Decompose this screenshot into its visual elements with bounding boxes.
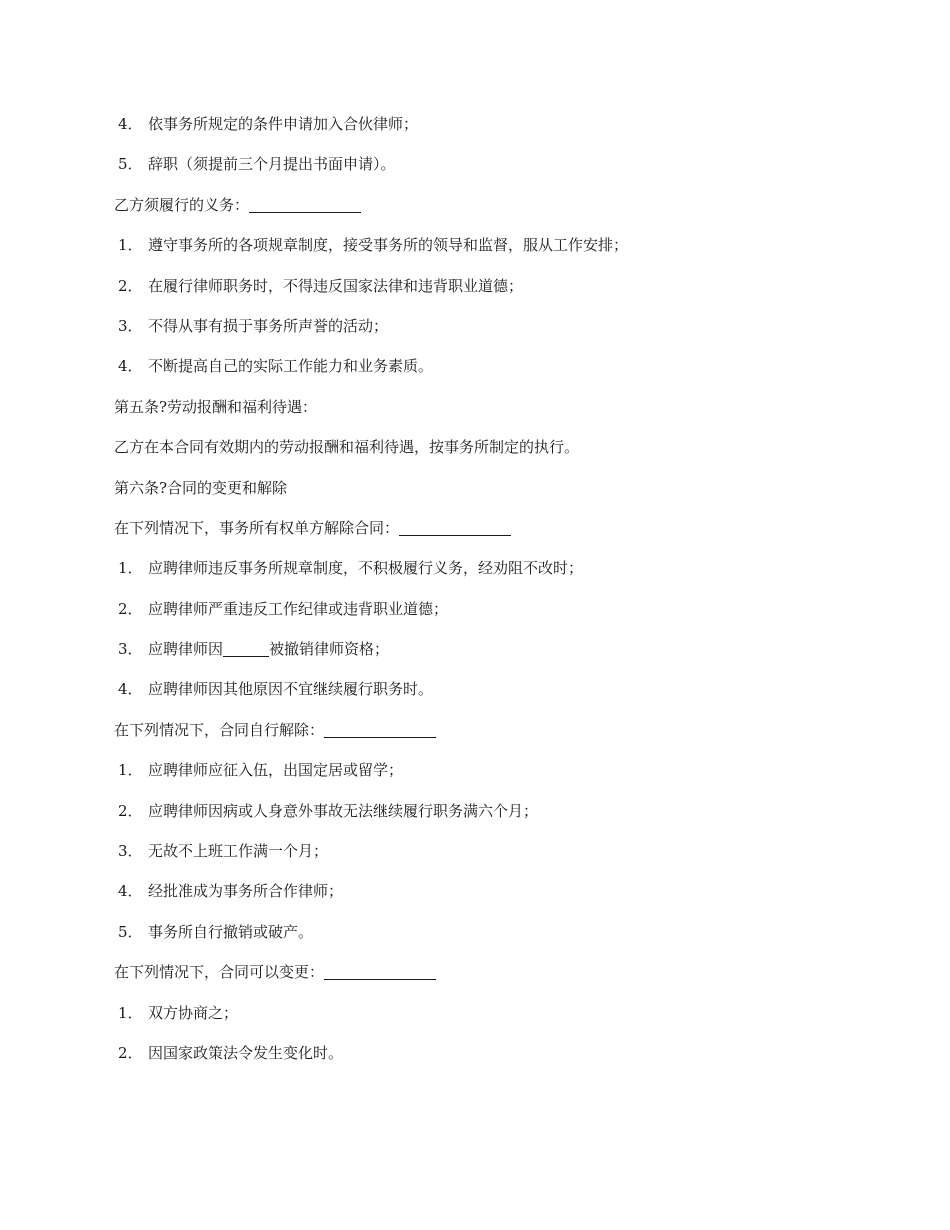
heading-text: 在下列情况下，合同可以变更： [114, 963, 325, 982]
list-item [114, 756, 914, 796]
item-number: 2． [118, 599, 143, 618]
list-item [114, 999, 914, 1039]
item-text: 不断提高自己的实际工作能力和业务素质。 [148, 357, 434, 376]
contract-text [114, 110, 914, 1079]
item-number: 4． [118, 357, 143, 376]
item-number: 1． [118, 236, 143, 255]
list-item [114, 918, 914, 958]
paragraph: 乙方在本合同有效期内的劳动报酬和福利待遇，按事务所制定的执行。 [114, 438, 580, 457]
list-item [114, 797, 914, 837]
item-text: 不得从事有损于事务所声誉的活动； [148, 316, 389, 335]
item-number: 4． [118, 115, 143, 133]
item-text: 应聘律师严重违反工作纪律或违背职业道德； [148, 599, 449, 618]
heading-text: 在下列情况下，合同自行解除： [114, 720, 325, 739]
item-number: 5． [118, 922, 143, 941]
item-text: 应聘律师因病或人身意外事故无法继续履行职务满六个月； [148, 801, 539, 820]
item-number: 2． [118, 276, 143, 295]
item-number: 3． [118, 640, 143, 659]
fill-in-blank [324, 961, 436, 980]
fill-in-blank [399, 517, 511, 536]
list-item [114, 352, 914, 392]
list-item [114, 312, 914, 352]
item-number: 2． [118, 1043, 143, 1062]
list-item [114, 231, 914, 271]
item-number: 4． [118, 882, 143, 901]
article-five-heading: 第五条?劳动报酬和福利待遇： [114, 397, 318, 416]
list-item [114, 150, 914, 190]
item-number: 4． [118, 680, 143, 699]
fill-in-blank [324, 719, 436, 738]
item-text: 遵守事务所的各项规章制度，接受事务所的领导和监督，服从工作安排； [148, 236, 629, 255]
item-text: 应聘律师因其他原因不宜继续履行职务时。 [148, 680, 434, 699]
heading-text: 乙方须履行的义务： [114, 195, 250, 214]
item-text: 被撤销律师资格； [269, 640, 390, 659]
item-text: 应聘律师应征入伍，出国定居或留学； [148, 761, 404, 780]
list-item [114, 1039, 914, 1079]
item-text: 依事务所规定的条件申请加入合伙律师； [148, 115, 419, 133]
list-item [114, 110, 914, 150]
item-number: 1． [118, 1003, 143, 1022]
item-number: 3． [118, 316, 143, 335]
item-text: 因国家政策法令发生变化时。 [148, 1043, 344, 1062]
list-item [114, 877, 914, 917]
list-item [114, 595, 914, 635]
item-text: 经批准成为事务所合作律师； [148, 882, 344, 901]
list-item [114, 837, 914, 877]
item-text: 无故不上班工作满一个月； [148, 842, 329, 861]
item-number: 5． [118, 155, 143, 174]
list-item [114, 635, 914, 675]
item-text: 应聘律师因 [148, 640, 224, 659]
section-heading-automatic-termination [114, 716, 914, 756]
list-item [114, 675, 914, 715]
item-text: 在履行律师职务时，不得违反国家法律和违背职业道德； [148, 276, 524, 295]
item-number: 2． [118, 801, 143, 820]
section-heading-obligations [114, 191, 914, 231]
item-text: 事务所自行撤销或破产。 [148, 922, 314, 941]
item-text: 双方协商之； [148, 1003, 239, 1022]
list-item [114, 554, 914, 594]
fill-in-blank [249, 194, 361, 213]
section-heading-unilateral-termination [114, 514, 914, 554]
item-text: 应聘律师违反事务所规章制度，不积极履行义务，经劝阻不改时； [148, 559, 584, 578]
fill-in-blank [223, 638, 269, 657]
list-item [114, 272, 914, 312]
item-text: 辞职（须提前三个月提出书面申请）。 [148, 155, 396, 174]
article-six-heading: 第六条?合同的变更和解除 [114, 478, 288, 497]
item-number: 3． [118, 842, 143, 861]
item-number: 1． [118, 761, 143, 780]
heading-text: 在下列情况下，事务所有权单方解除合同： [114, 518, 400, 537]
section-heading-contract-change [114, 958, 914, 998]
item-number: 1． [118, 559, 143, 578]
